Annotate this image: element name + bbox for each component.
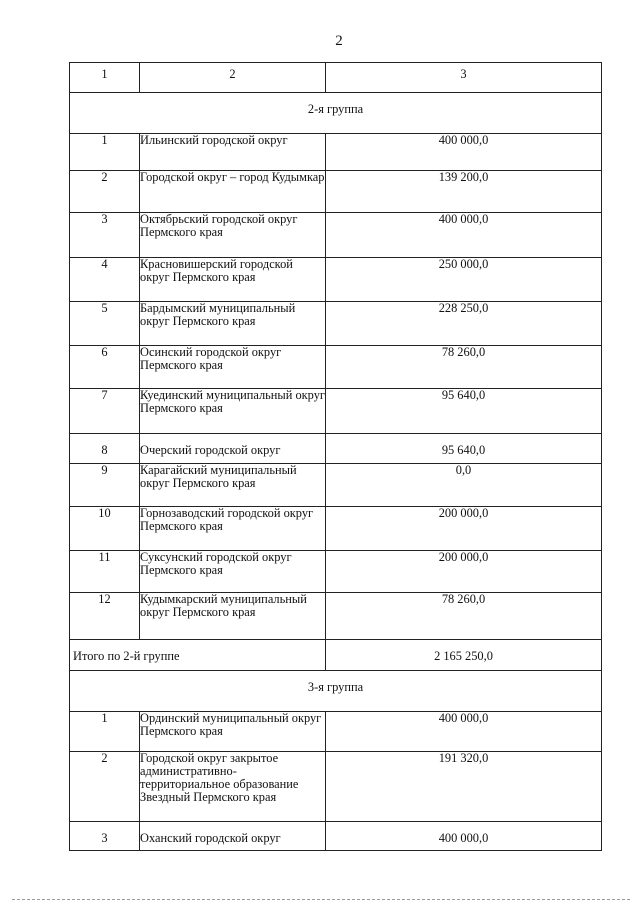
table-header-row: [70, 63, 602, 93]
table-row: [70, 171, 602, 213]
row-number: 5: [70, 302, 140, 346]
row-number: 2: [70, 171, 140, 213]
group-2-title: 2-я группа: [70, 93, 602, 134]
row-name: Горнозаводский городской округ Пермского края: [140, 507, 326, 551]
row-value: 191 320,0: [326, 752, 602, 822]
row-value: 78 260,0: [326, 346, 602, 389]
row-name: Очерский городской округ: [140, 434, 326, 464]
scan-edge-divider: [12, 899, 630, 900]
table-row: [70, 434, 602, 464]
table-row: [70, 346, 602, 389]
row-name: Ординский муниципальный округ Пермского края: [140, 712, 326, 752]
group-2-total-label: Итого по 2-й группе: [70, 640, 326, 671]
row-name: Оханский городской округ: [140, 822, 326, 851]
row-number: 3: [70, 213, 140, 258]
row-number: 8: [70, 434, 140, 464]
table-row: [70, 507, 602, 551]
allocation-table: [69, 62, 602, 851]
row-number: 12: [70, 593, 140, 640]
row-number: 9: [70, 464, 140, 507]
table-row: [70, 593, 602, 640]
row-number: 7: [70, 389, 140, 434]
row-value: 250 000,0: [326, 258, 602, 302]
row-value: 200 000,0: [326, 507, 602, 551]
table-row: [70, 822, 602, 851]
row-number: 3: [70, 822, 140, 851]
row-value: 400 000,0: [326, 712, 602, 752]
group-3-header: [70, 671, 602, 712]
row-value: 400 000,0: [326, 134, 602, 171]
row-value: 400 000,0: [326, 822, 602, 851]
row-number: 1: [70, 712, 140, 752]
row-name: Осинский городской округ Пермского края: [140, 346, 326, 389]
row-value: 78 260,0: [326, 593, 602, 640]
row-value: 228 250,0: [326, 302, 602, 346]
row-name: Бардымский муниципальный округ Пермского края: [140, 302, 326, 346]
row-name: Городской округ закрытое административно-территориальное образование Звездный Пермского края: [140, 752, 326, 822]
group-3-title: 3-я группа: [70, 671, 602, 712]
table-row: [70, 712, 602, 752]
row-value: 95 640,0: [326, 389, 602, 434]
row-name: Куединский муниципальный округ Пермского края: [140, 389, 326, 434]
row-value: 400 000,0: [326, 213, 602, 258]
row-number: 4: [70, 258, 140, 302]
row-value: 95 640,0: [326, 434, 602, 464]
header-col-2: 2: [140, 63, 326, 93]
row-number: 1: [70, 134, 140, 171]
table-row: [70, 258, 602, 302]
row-value: 200 000,0: [326, 551, 602, 593]
row-number: 2: [70, 752, 140, 822]
row-name: Карагайский муниципальный округ Пермского края: [140, 464, 326, 507]
table-row: [70, 551, 602, 593]
table-row: [70, 213, 602, 258]
table-row: [70, 389, 602, 434]
row-value: 0,0: [326, 464, 602, 507]
row-name: Красновишерский городской округ Пермского края: [140, 258, 326, 302]
table-row: [70, 134, 602, 171]
group-2-total-value: 2 165 250,0: [326, 640, 602, 671]
row-name: Суксунский городской округ Пермского края: [140, 551, 326, 593]
header-col-3: 3: [326, 63, 602, 93]
row-name: Городской округ – город Кудымкар: [140, 171, 326, 213]
page-number: 2: [335, 33, 343, 49]
row-number: 11: [70, 551, 140, 593]
row-number: 6: [70, 346, 140, 389]
table-row: [70, 752, 602, 822]
row-name: Кудымкарский муниципальный округ Пермского края: [140, 593, 326, 640]
group-2-total-row: [70, 640, 602, 671]
row-number: 10: [70, 507, 140, 551]
row-name: Октябрьский городской округ Пермского края: [140, 213, 326, 258]
header-col-1: 1: [70, 63, 140, 93]
row-value: 139 200,0: [326, 171, 602, 213]
group-2-header: [70, 93, 602, 134]
table-row: [70, 464, 602, 507]
row-name: Ильинский городской округ: [140, 134, 326, 171]
table-row: [70, 302, 602, 346]
